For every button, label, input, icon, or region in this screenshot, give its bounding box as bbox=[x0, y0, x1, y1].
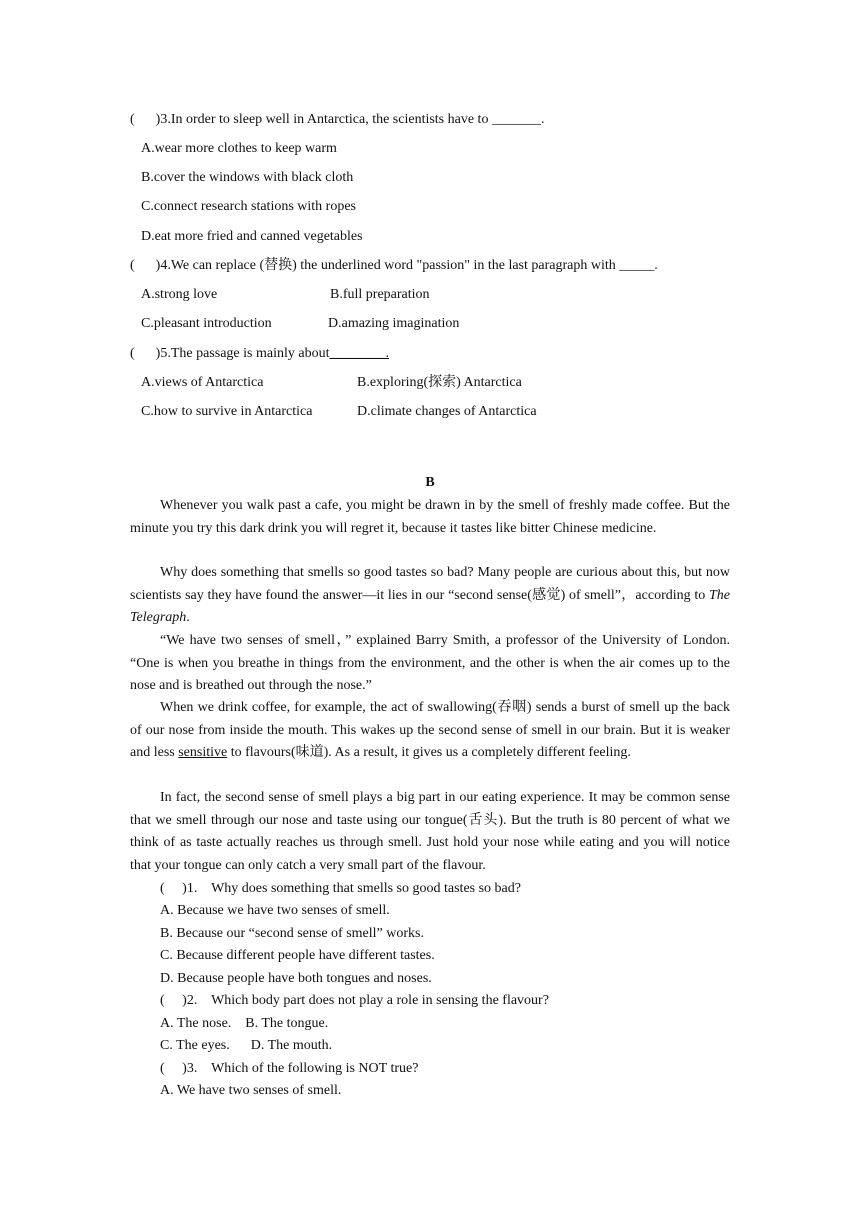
question-a4-stem: ( )4.We can replace (替换) the underlined word "passion" in the last paragraph with _____. bbox=[130, 258, 658, 273]
question-b3-option-a: A. We have two senses of smell. bbox=[160, 1083, 342, 1098]
question-a5-option-b: B.exploring(探索) Antarctica bbox=[357, 375, 522, 390]
passage-paragraph-4 bbox=[130, 697, 730, 765]
section-title: B bbox=[425, 475, 435, 490]
paragraph-4-end: to flavours(味道). As a result, it gives us a completely different feeling. bbox=[227, 745, 631, 761]
question-a3-option-b: B.cover the windows with black cloth bbox=[141, 170, 354, 185]
question-a5-option-d: D.climate changes of Antarctica bbox=[357, 404, 537, 419]
question-a3-option-c: C.connect research stations with ropes bbox=[141, 199, 356, 214]
underlined-word: sensitive bbox=[178, 745, 228, 761]
passage-paragraph-2 bbox=[130, 562, 730, 630]
paragraph-2-end: . bbox=[186, 610, 190, 626]
question-a5-blank: ________. bbox=[329, 346, 389, 361]
passage-paragraph-5: In fact, the second sense of smell plays a big part in our eating experience. It may be common sense that we smell through our nose and taste using our tongue(舌头). But the truth is 80 percent of what we think of as taste actually reaches us through smell. Just hold your nose while eating and you will notice that your tongue can only catch a very small part of the flavour. bbox=[130, 790, 730, 873]
question-a4-option-b: B.full preparation bbox=[330, 287, 430, 302]
question-b2-stem: ( )2. Which body part does not play a role in sensing the flavour? bbox=[160, 993, 549, 1008]
question-a4-option-a: A.strong love bbox=[141, 287, 218, 302]
paragraph-2-text: Why does something that smells so good tastes so bad? Many people are curious about this, but now scientists say they have found the answer—it lies in our “second sense(感觉) of smell”，according to bbox=[130, 565, 730, 603]
question-a5-stem-text: ( )5.The passage is mainly about bbox=[130, 346, 330, 361]
question-b1-option-c: C. Because different people have different tastes. bbox=[160, 948, 435, 963]
question-a5-option-a: A.views of Antarctica bbox=[141, 375, 264, 390]
question-b2-options-row-2: C. The eyes. D. The mouth. bbox=[160, 1038, 333, 1053]
question-b2-options-row-1: A. The nose. B. The tongue. bbox=[160, 1016, 329, 1031]
question-b3-stem: ( )3. Which of the following is NOT true? bbox=[160, 1061, 419, 1076]
question-a3-option-a: A.wear more clothes to keep warm bbox=[141, 141, 337, 156]
question-b1-stem: ( )1. Why does something that smells so good tastes so bad? bbox=[160, 881, 521, 896]
question-a3-stem: ( )3.In order to sleep well in Antarctica, the scientists have to _______. bbox=[130, 112, 545, 127]
passage-paragraph-1: Whenever you walk past a cafe, you might be drawn in by the smell of freshly made coffee. But the minute you try this dark drink you will regret it, because it tastes like bitter Chinese medicine. bbox=[130, 498, 730, 536]
question-b1-option-d: D. Because people have both tongues and noses. bbox=[160, 971, 432, 986]
source-title: The Telegraph bbox=[130, 587, 730, 626]
question-a5-option-c: C.how to survive in Antarctica bbox=[141, 404, 313, 419]
question-a4-option-c: C.pleasant introduction bbox=[141, 316, 272, 331]
question-b1-option-a: A. Because we have two senses of smell. bbox=[160, 903, 390, 918]
passage-paragraph-3: “We have two senses of smell，” explained Barry Smith, a professor of the University of London. “One is when you breathe in things from the environment, and the other is when the air comes up to the nose and is breathed out through the nose.” bbox=[130, 633, 730, 694]
question-a3-option-d: D.eat more fried and canned vegetables bbox=[141, 229, 363, 244]
question-a4-option-d: D.amazing imagination bbox=[328, 316, 460, 331]
question-a5-stem bbox=[130, 345, 389, 363]
paragraph-4-text: When we drink coffee, for example, the act of swallowing(吞咽) sends a burst of smell up the back of our nose from inside the mouth. This wakes up the second sense of smell in our brain. But it is weaker and less bbox=[130, 700, 730, 761]
question-b1-option-b: B. Because our “second sense of smell” works. bbox=[160, 926, 424, 941]
